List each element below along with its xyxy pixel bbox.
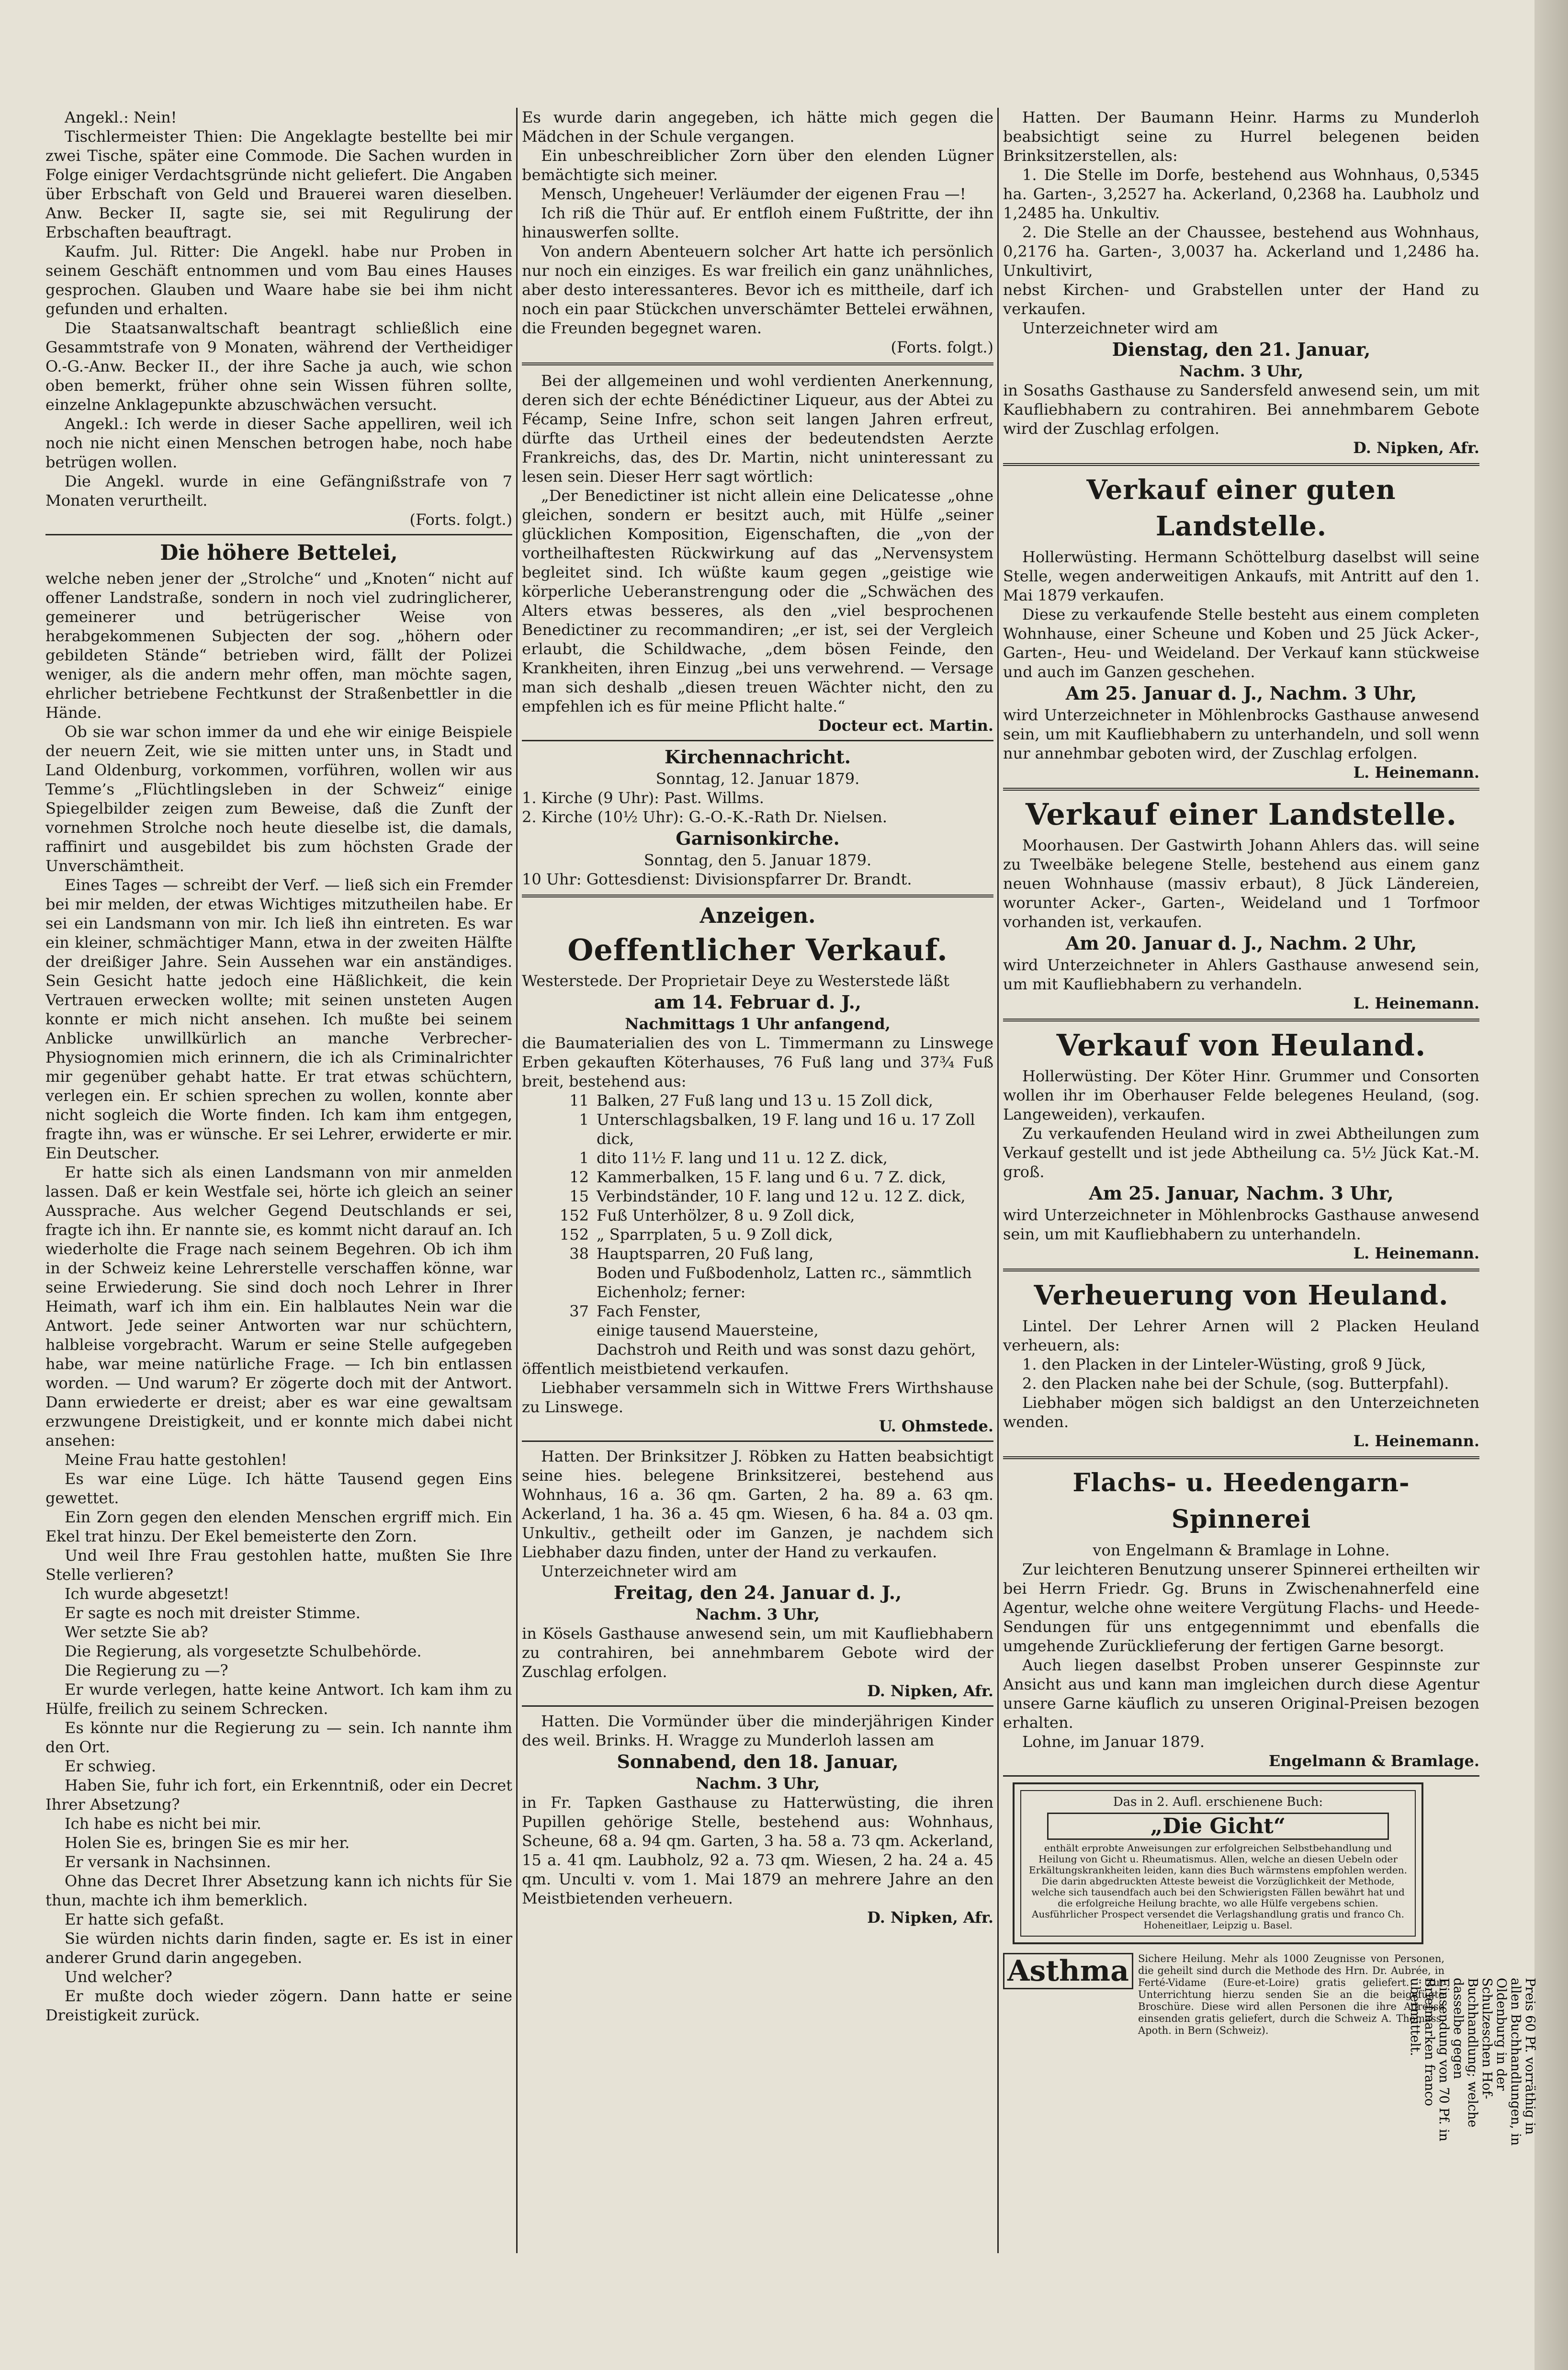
sale-item [522, 1091, 993, 1110]
sale-item-text: Balken, 27 Fuß lang und 13 u. 15 Zoll dick, [597, 1091, 933, 1110]
flachs-text: Zur leichteren Benutzung unserer Spinnerei ertheilten wir bei Herrn Friedr. Gg. Bruns in Zwischenahnerfeld eine Agentur, welche ohne weitere Vergütung Flachs- und Heede-Sendungen für uns entgegennimmt und ebenfalls die umgehende Zurücklieferung der fertigen Garne besorgt. [1003, 1560, 1479, 1655]
story-para-8: Und weil Ihre Frau gestohlen hatte, mußten Sie Ihre Stelle verlieren? [45, 1546, 512, 1584]
garrison-line-1: Sonntag, den 5. Januar 1879. [643, 851, 872, 869]
garrison-title: Garnisonkirche. [676, 828, 840, 849]
divider [522, 363, 993, 365]
story-para-6: Es war eine Lüge. Ich hätte Tausend gegen Eins gewettet. [45, 1470, 512, 1507]
sale-item-text: Hauptsparren, 20 Fuß lang, [597, 1245, 814, 1263]
gicht-top: Das in 2. Aufl. erschienene Buch: [1113, 1795, 1323, 1809]
sale-item-text: Verbindständer, 10 F. lang und 12 u. 12 Z. dick, [597, 1187, 966, 1205]
story-para-1: welche neben jener der „Strolche“ und „Knoten“ nicht auf offener Landstraße, sondern in noch viel zudringlicherer, gemeinerer und betrügerischer Weise von herabgekommenen Subjecten der sog. „höhern oder gebildeten Stände“ betrieben wird, fällt der Polizei weniger, als die andern mehr offen, man möchte sagen, ehrlicher betriebene Fechtkunst der Straßenbettler in die Hände. [45, 569, 512, 722]
sale-outro-2: Liebhaber versammeln sich in Wittwe Frers Wirthshause zu Linswege. [522, 1379, 993, 1416]
heuland-title: Verkauf von Heuland. [1056, 1028, 1426, 1063]
asthma-word: Asthma [1003, 1953, 1133, 1989]
sale-item-count: 11 [569, 1091, 589, 1110]
gicht-ad-inner [1020, 1790, 1416, 1937]
landstelle1-date: Am 25. Januar d. J., Nachm. 3 Uhr, [1065, 682, 1417, 704]
hatten1-text: Hatten. Der Brinksitzer J. Röbken zu Hatten beabsichtigt seine hies. belegene Brinksitzerei, bestehend aus Wohnhaus, 16 a. 36 qm. Garten, 2 ha. 89 a. 63 qm. Ackerland, 1 ha. 36 a. 45 qm. Wiesen, 6 ha. 84 a. 03 qm. Unkultiv., getheilt oder im Ganzen, je nachdem sich Liebhaber dazu finden, unter der Hand zu verkaufen. [522, 1447, 993, 1561]
divider [522, 1440, 993, 1442]
heuland-rest: wird Unterzeichneter in Möhlenbrocks Gasthause anwesend sein, um mit Kaufliebhabern zu unterhandeln. [1003, 1206, 1479, 1243]
verheuer-rest: Liebhaber mögen sich baldigst an den Unterzeichneten wenden. [1003, 1394, 1479, 1431]
flachs-title: Flachs- u. Heedengarn-Spinnerei [1072, 1468, 1410, 1534]
vertical-price-note [1408, 1978, 1537, 2160]
sale-item-count: 15 [569, 1187, 589, 1205]
gicht-ad-box [1013, 1782, 1423, 1944]
column-rule-2 [997, 108, 999, 2253]
munderloh-text: Hatten. Der Baumann Heinr. Harms zu Munderloh beabsichtigt seine zu Hurrel belegenen beiden Brinksitzerstellen, als: [1003, 108, 1479, 165]
church-line-3: 2. Kirche (10½ Uhr): G.-O.-K.-Rath Dr. Nielsen. [522, 808, 887, 826]
sale-item-count: 37 [569, 1302, 589, 1320]
sale-item-count: 38 [569, 1245, 589, 1263]
flachs-subtitle: von Engelmann & Bramlage in Lohne. [1093, 1541, 1390, 1559]
hatten2-signature: D. Nipken, Afr. [867, 1908, 993, 1927]
sale-item [522, 1302, 993, 1321]
verheuer-title: Verheuerung von Heuland. [1034, 1280, 1449, 1311]
sale-item [522, 1340, 993, 1359]
sale-item-text: Boden und Fußbodenholz, Latten rc., sämmtlich Eichenholz; ferner: [597, 1264, 972, 1301]
sale-item-count [522, 1263, 597, 1302]
trial-line-3: Kaufm. Jul. Ritter: Die Angekl. habe nur Proben in seinem Geschäft entnommen und vom Bau eines Hauses gesprochen. Glauben und Waare habe sie bei ihm nicht gefunden und erhalten. [45, 242, 512, 318]
sale-item-count: 152 [559, 1225, 589, 1244]
divider [1003, 1269, 1479, 1271]
trial-continuation: (Forts. folgt.) [409, 510, 512, 529]
sale-item [522, 1225, 993, 1244]
story-cont-1: Es wurde darin angegeben, ich hätte mich gegen die Mädchen in der Schule vergangen. [522, 108, 993, 146]
story-para-9: Ich wurde abgesetzt! [65, 1585, 230, 1603]
story-para-10: Er sagte es noch mit dreister Stimme. [65, 1604, 361, 1622]
story-cont-5: Von andern Abenteuern solcher Art hatte ich persönlich nur noch ein einziges. Es war freilich ein ganz unähnliches, aber desto interessanteres. Bevor ich es mittheile, darf ich noch ein paar Stückchen unverschämter Bettelei erwähnen, die Freunden begegnet waren. [522, 242, 993, 337]
story-para-23: Sie würden nichts darin finden, sagte er. Es ist in einer anderer Grund darin angegeben. [45, 1929, 512, 1967]
munderloh-sub: Unterzeichneter wird am [1022, 319, 1218, 337]
story-para-24: Und welcher? [65, 1968, 172, 1986]
trial-line-6: Die Angekl. wurde in eine Gefängnißstrafe von 7 Monaten verurtheilt. [45, 472, 512, 510]
flachs-place: Lohne, im Januar 1879. [1022, 1733, 1205, 1751]
heuland-signature: L. Heinemann. [1353, 1244, 1479, 1262]
verheuer-text: Lintel. Der Lehrer Arnen will 2 Placken Heuland verheuern, als: [1003, 1317, 1479, 1354]
sale-item [522, 1244, 993, 1263]
column-rule-1 [516, 108, 518, 2253]
sale-item [522, 1321, 993, 1340]
story-para-3: Eines Tages — schreibt der Verf. — ließ sich ein Fremder bei mir melden, der etwas Wichtiges mitzutheilen habe. Er sei ein Landsmann von mir. Ich ließ ihn eintreten. Es war ein kleiner, schmächtiger Mann, etwa in der zweiten Hälfte der dreißiger Jahre. Sein Aussehen war ein anständiges. Sein Gesicht hatte jedoch eine Häßlichkeit, die kein Vertrauen erwecken wollte; mit seinen unsteten Augen konnte er mich nicht ansehen. Ich mußte bei seinem Anblicke unwillkürlich an manche Verbrecher-Physiognomien mich erinnern, die ich als Criminalrichter mir gegenüber gehabt hatte. Er trat etwas schüchtern, verlegen ein. Er schien sprechen zu wollen, konnte aber nicht sogleich die Worte finden. Ich kam ihm entgegen, fragte ihn, was er wünsche. Er sei Lehrer, erwiderte er mir. Ein Deutscher. [45, 876, 512, 1162]
church-title: Kirchennachricht. [664, 746, 851, 768]
trial-line-5: Angekl.: Ich werde in dieser Sache appelliren, weil ich noch nie nicht einen Menschen betrogen habe, noch habe betrügen wollen. [45, 415, 512, 471]
sale-item [522, 1110, 993, 1148]
story-para-21: Ohne das Decret Ihrer Absetzung kann ich nichts für Sie thun, machte ich ihm bemerklich. [45, 1872, 512, 1909]
landstelle2-rest: wird Unterzeichneter in Ahlers Gasthause anwesend sein, um mit Kaufliebhabern zu verhandeln. [1003, 956, 1479, 993]
story-para-16: Er schwieg. [65, 1757, 156, 1775]
sale-item-count: 1 [579, 1149, 589, 1167]
munderloh-time: Nachm. 3 Uhr, [1179, 362, 1304, 380]
liqueur-para-1: Bei der allgemeinen und wohl verdienten Anerkennung, deren sich der echte Bénédictiner Liqueur, aus der Abtei zu Fécamp, Seine Infre, schon seit langen Jahren erfreut, dürfte das Urtheil eines der bedeutendsten Aerzte Frankreichs, das, des Dr. Martin, nicht uninteressant zu lesen sein. Dieser Herr sagt wörtlich: [522, 372, 993, 486]
sale-item [522, 1206, 993, 1225]
sale-item-text: Fach Fenster, [597, 1302, 701, 1320]
story-para-19: Holen Sie es, bringen Sie es mir her. [65, 1834, 350, 1852]
column-2 [522, 108, 993, 1927]
hatten1-date: Freitag, den 24. Januar d. J., [613, 1582, 902, 1603]
sale-date: am 14. Februar d. J., [654, 991, 862, 1013]
landstelle1-title: Verkauf einer guten Landstelle. [1086, 474, 1396, 542]
divider [522, 740, 993, 741]
trial-line-1: Angekl.: Nein! [65, 108, 177, 126]
hatten2-date: Sonnabend, den 18. Januar, [617, 1751, 899, 1772]
flachs-text-2: Auch liegen daselbst Proben unserer Gespinnste zur Ansicht aus und kann man imgleichen durch diese Agentur unsere Garne käuflich zu unseren Original-Preisen bezogen erhalten. [1003, 1656, 1479, 1732]
story-para-4: Er hatte sich als einen Landsmann von mir anmelden lassen. Daß er kein Westfale sei, hörte ich gleich an seiner Aussprache. Aus welcher Gegend Deutschlands er sei, fragte ich ihn. Er nannte sie, es kommt nicht darauf an. Ich wiederholte die Frage nach seinem Begehren. Ob ich ihm in der Schweiz keine Lehrerstelle verschaffen könne, war seine Erwiederung. Sie sind doch noch Lehrer in Ihrer Heimath, warf ich ihm ein. Ein halblautes Nein war die Antwort. Jede seiner Antworten war nur schüchtern, halbleise vorgebracht. Warum er seine Stelle aufgegeben habe, war meine natürliche Frage. — Ich bin entlassen worden. — Und warum? Er zögerte doch mit der Antwort. Dann erwiederte er dreist; aber es war eine gewaltsam erzwungene Dreistigkeit, und er konnte mich dabei nicht ansehen: [45, 1163, 512, 1450]
heuland-text: Hollerwüsting. Der Köter Hinr. Grummer und Consorten wollen ihr im Oberhauser Felde belegenes Heuland, (sog. Langeweiden), verkaufen. [1003, 1067, 1479, 1123]
sale-item-text: „ Sparrplaten, 5 u. 9 Zoll dick, [597, 1225, 833, 1244]
verheuer-item-2: 2. den Placken nahe bei der Schule, (sog. Butterpfahl). [1022, 1374, 1449, 1393]
sale-title: Oeffentlicher Verkauf. [567, 932, 948, 967]
story-para-12: Die Regierung, als vorgesetzte Schulbehörde. [65, 1642, 422, 1660]
sale-item [522, 1148, 993, 1168]
landstelle2-text: Moorhausen. Der Gastwirth Johann Ahlers das. will seine zu Tweelbäke belegene Stelle, bestehend aus einem ganz neuen Wohnhause (massiv erbaut), 8 Jück Ländereien, worunter Acker-, Garten-, Weideland und 1 Torfmoor vorhanden ist, verkaufen. [1003, 836, 1479, 931]
trial-line-4: Die Staatsanwaltschaft beantragt schließlich eine Gesammtstrafe von 9 Monaten, während der Vertheidiger O.-G.-Anw. Becker II., der ihre Sache ja auch, wie schon oben bemerkt, früher ohne sein Wissen führen sollte, einzelne Anklagepunkte abzuschwächen versucht. [45, 319, 512, 414]
story-cont-2: Ein unbeschreiblicher Zorn über den elenden Lügner bemächtigte sich meiner. [522, 147, 993, 184]
story-para-5: Meine Frau hatte gestohlen! [65, 1451, 287, 1469]
flachs-signature: Engelmann & Bramlage. [1268, 1752, 1479, 1770]
divider [1003, 1456, 1479, 1459]
asthma-text: Sichere Heilung. Mehr als 1000 Zeugnisse von Personen, die geheilt sind durch die Methode des Hrn. Dr. Aubrée, in Ferté-Vidame (Eure-et-Loire) gratis geliefert. Zur Unterrichtung hierzu senden Sie an die beigefügte Broschüre. Diese wird allen Personen die ihre Adresse einsenden gratis geliefert, durch die Schweiz A. Thomass, Apoth. in Bern (Schweiz). [1138, 1953, 1445, 2036]
story-para-7: Ein Zorn gegen den elenden Menschen ergriff mich. Ein Ekel trat hinzu. Der Ekel bemeisterte den Zorn. [45, 1508, 512, 1545]
sale-item-text: Fuß Unterhölzer, 8 u. 9 Zoll dick, [597, 1206, 855, 1225]
hatten2-time: Nachm. 3 Uhr, [695, 1774, 820, 1792]
story-para-15: Es könnte nur die Regierung zu — sein. Ich nannte ihm den Ort. [45, 1719, 512, 1756]
gicht-title: „Die Gicht“ [1047, 1813, 1389, 1840]
landstelle1-text: Hollerwüsting. Hermann Schöttelburg daselbst will seine Stelle, wegen anderweitigen Ankaufs, mit Antritt auf den 1. Mai 1879 verkaufen. [1003, 548, 1479, 604]
landstelle2-title: Verkauf einer Landstelle. [1025, 797, 1457, 832]
sale-item [522, 1187, 993, 1206]
landstelle2-signature: L. Heinemann. [1353, 994, 1479, 1012]
divider [1003, 1019, 1479, 1021]
divider [45, 534, 512, 535]
hatten1-sub: Unterzeichneter wird am [541, 1562, 737, 1580]
sale-item-count: 12 [569, 1168, 589, 1186]
story-para-2: Ob sie war schon immer da und ehe wir einige Beispiele der neuern Zeit, wie sie mitten unter uns, in Stadt und Land Oldenburg, vorkommen, vorführen, wollen wir aus Temme’s „Flüchtlingsleben in der Schweiz“ einige Spiegelbilder zeigen zum Beweise, daß die Zunft der vornehmen Strolche noch heute dieselbe ist, die damals, raffinirt und ausgebildet bis zum höchsten Grade der Unverschämtheit. [45, 723, 512, 875]
munderloh-signature: D. Nipken, Afr. [1353, 439, 1479, 457]
story-para-13: Die Regierung zu —? [65, 1661, 228, 1679]
story-para-20: Er versank in Nachsinnen. [65, 1853, 271, 1871]
church-line-2: 1. Kirche (9 Uhr): Past. Willms. [522, 789, 764, 807]
trial-line-2: Tischlermeister Thien: Die Angeklagte bestellte bei mir zwei Tische, später eine Commode. Die Sachen wurden in Folge einiger Verdachtsgründe nicht geliefert. Die Angaben über Erbschaft von Geld und Brauerei waren dieselben. Anw. Becker II, sagte sie, sei mit Regulirung der Erbschaften beauftragt. [45, 127, 512, 241]
garrison-line-2: 10 Uhr: Gottesdienst: Divisionspfarrer Dr. Brandt. [522, 870, 912, 888]
story-title: Die höhere Bettelei, [160, 541, 398, 565]
story-para-25: Er mußte doch wieder zögern. Dann hatte er seine Dreistigkeit zurück. [45, 1987, 512, 2024]
hatten2-text: Hatten. Die Vormünder über die minderjährigen Kinder des weil. Brinks. H. Wragge zu Munderloh lassen am [522, 1712, 993, 1749]
sale-outro: öffentlich meistbietend verkaufen. [522, 1360, 790, 1378]
sale-item-count [522, 1321, 597, 1340]
sale-item-text: einige tausend Mauersteine, [597, 1321, 819, 1339]
sale-item-count: 1 [579, 1111, 589, 1129]
column-3 [1003, 108, 1479, 2037]
heuland-date: Am 25. Januar, Nachm. 3 Uhr, [1089, 1182, 1394, 1204]
sale-item [522, 1263, 993, 1302]
story-continuation: (Forts. folgt.) [891, 338, 993, 356]
landstelle1-text-2: Diese zu verkaufende Stelle besteht aus einem completen Wohnhause, einer Scheune und Koben und 25 Jück Acker-, Garten-, Heu- und Weideland. Der Verkauf kann stückweise und auch im Ganzen geschehen. [1003, 605, 1479, 681]
verheuer-signature: L. Heinemann. [1353, 1432, 1479, 1450]
story-para-18: Ich habe es nicht bei mir. [65, 1814, 261, 1833]
heuland-text-2: Zu verkaufenden Heuland wird in zwei Abtheilungen zum Verkauf gestellt und ist jede Abtheilung ca. 5½ Jück Kat.-M. groß. [1003, 1124, 1479, 1181]
sale-item-text: dito 11½ F. lang und 11 u. 12 Z. dick, [597, 1149, 888, 1167]
column-1 [45, 108, 512, 2025]
divider [522, 1705, 993, 1707]
munderloh-end: in Sosaths Gasthause zu Sandersfeld anwesend sein, um mit Kaufliebhabern zu contrahiren. Bei annehmbarem Gebote wird der Zuschlag erfolgen. [1003, 381, 1479, 438]
gicht-text: enthält erprobte Anweisungen zur erfolgreichen Selbstbehandlung und Heilung von Gicht u. Rheumatismus. Allen, welche an diesen Uebeln oder Erkältungskrankheiten leiden, kann dies Buch wärmstens empfohlen werden. Die darin abgedruckten Atteste beweist die Vorzüglichkeit der Methode, welche sich tausendfach auch bei den Schwierigsten Fällen bewährt hat und die erfolgreiche Heilung brachte, wo alle Hülfe vergebens schien. Ausführlicher Prospect versendet die Verlagshandlung gratis und franco Ch. Hoheneitlaer, Leipzig u. Basel. [1029, 1842, 1407, 1931]
munderloh-item-2: 2. Die Stelle an der Chaussee, bestehend aus Wohnhaus, 0,2176 ha. Garten-, 3,0037 ha. Ackerland und 1,2486 ha. Unkultivirt, [1003, 223, 1479, 280]
hatten2-rest: in Fr. Tapken Gasthause zu Hatterwüsting, die ihren Pupillen gehörige Stelle, bestehend aus: Wohnhaus, Scheune, 68 a. 94 qm. Garten, 3 ha. 58 a. 73 qm. Ackerland, 15 a. 41 qm. Laubholz, 92 a. 73 qm. Wiesen, 2 ha. 24 a. 45 qm. Unculti v. vom 1. Mai 1879 an mehrere Jahre an den Meistbietenden verheuern. [522, 1793, 993, 1907]
story-para-11: Wer setzte Sie ab? [65, 1623, 208, 1641]
sale-intro: Westerstede. Der Proprietair Deye zu Westerstede läßt [522, 972, 949, 990]
sale-signature: U. Ohmstede. [879, 1417, 993, 1435]
hatten1-signature: D. Nipken, Afr. [867, 1682, 993, 1700]
verheuer-item-1: 1. den Placken in der Linteler-Wüsting, groß 9 Jück, [1022, 1355, 1426, 1373]
divider [522, 895, 993, 897]
ads-title: Anzeigen. [699, 904, 816, 928]
munderloh-date: Dienstag, den 21. Januar, [1112, 339, 1371, 360]
story-para-22: Er hatte sich gefaßt. [65, 1910, 225, 1928]
hatten1-rest: in Kösels Gasthause anwesend sein, um mit Kaufliebhabern zu contrahiren, bei annehmbarem Gebote wird der Zuschlag erfolgen. [522, 1624, 993, 1681]
sale-description: die Baumaterialien des von L. Timmermann zu Linswege Erben gekauften Köterhauses, 76 Fuß lang und 37¾ Fuß breit, bestehend aus: [522, 1034, 993, 1090]
story-cont-3: Mensch, Ungeheuer! Verläumder der eigenen Frau —! [541, 185, 966, 203]
vertical-price-text: Preis 60 Pf. vorräthig in allen Buchhandlungen, in Oldenburg in der Schulzeschen Hof-Buchhandlung; welche dasselbe gegen Einsendung von 70 Pf. in Briefmarken franco übermittelt. [1408, 1978, 1537, 2146]
story-cont-4: Ich riß die Thür auf. Er entfloh einem Fußtritte, der ihn hinauswerfen sollte. [522, 204, 993, 241]
sale-item-text: Dachstroh und Reith und was sonst dazu gehört, [597, 1340, 976, 1359]
sale-item-text: Unterschlagsbalken, 19 F. lang und 16 u. 17 Zoll dick, [597, 1111, 975, 1148]
landstelle1-signature: L. Heinemann. [1353, 763, 1479, 782]
munderloh-item-1: 1. Die Stelle im Dorfe, bestehend aus Wohnhaus, 0,5345 ha. Garten-, 3,2527 ha. Ackerland, 0,2368 ha. Laubholz und 1,2485 ha. Unkultiv. [1003, 166, 1479, 222]
sale-item [522, 1168, 993, 1187]
landstelle1-rest: wird Unterzeichneter in Möhlenbrocks Gasthause anwesend sein, um mit Kaufliebhabern zu unterhandeln, und soll wenn nur annehmbar geboten wird, der Zuschlag erfolgen. [1003, 706, 1479, 762]
sale-item-count: 152 [559, 1206, 589, 1225]
munderloh-rest: nebst Kirchen- und Grabstellen unter der Hand zu verkaufen. [1003, 281, 1479, 318]
church-line-1: Sonntag, 12. Januar 1879. [655, 770, 860, 788]
divider [1003, 1775, 1479, 1777]
landstelle2-date: Am 20. Januar d. J., Nachm. 2 Uhr, [1065, 932, 1417, 954]
hatten1-time: Nachm. 3 Uhr, [695, 1605, 820, 1623]
divider [1003, 788, 1479, 791]
sale-item-count [522, 1340, 597, 1359]
divider [1003, 463, 1479, 466]
story-para-17: Haben Sie, fuhr ich fort, ein Erkenntniß, oder ein Decret Ihrer Absetzung? [45, 1776, 512, 1814]
page-edge-shadow [1534, 0, 1568, 2370]
sale-item-text: Kammerbalken, 15 F. lang und 6 u. 7 Z. dick, [597, 1168, 947, 1186]
liqueur-signature: Docteur ect. Martin. [818, 716, 993, 735]
story-para-14: Er wurde verlegen, hatte keine Antwort. Ich kam ihm zu Hülfe, freilich zu seinem Schrecken. [45, 1680, 512, 1718]
sale-time: Nachmittags 1 Uhr anfangend, [625, 1015, 891, 1033]
liqueur-para-2: „Der Benedictiner ist nicht allein eine Delicatesse „ohne gleichen, sondern er besitzt auch, mit Hülfe „seiner glücklichen Komposition, Eigenschaften, die „von der vortheilhaftesten Rückwirkung auf das „Nervensystem begleitet sind. Ich wüßte kaum gegen „geistige wie körperliche Ueberanstrengung oder die „Schwächen des Alters etwas besseres, als den „viel besprochenen Benedictiner zu recommandiren; „er ist, sei der Vergleich erlaubt, die Schildwache, „dem bösen Feinde, den Krankheiten, ihren Einzug „bei uns verwehrend. — Versage man sich deshalb „diesen treuen Wächter nicht, den zu empfehlen ich es für meine Pflicht halte.“ [522, 487, 993, 715]
